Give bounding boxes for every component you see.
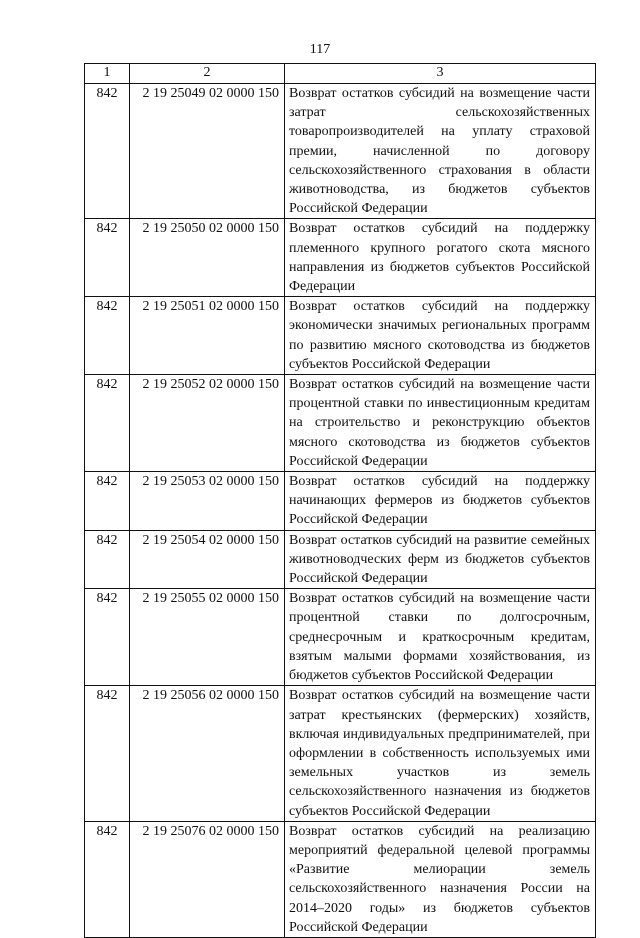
- revenue-name: Возврат остатков субсидий на поддержку племенного крупного рогатого скота мясного направления из бюджетов субъектов Российской Федерации: [285, 219, 596, 297]
- budget-code: 2 19 25054 02 0000 150: [130, 530, 285, 589]
- administrator-code: 842: [85, 297, 130, 375]
- administrator-code: 842: [85, 84, 130, 219]
- revenue-name: Возврат остатков субсидий на возмещение части затрат крестьянских (фермерских) хозяйств, включая индивидуальных предпринимателей, при оформлении в собственность используемых ими земельных участков из земель сельскохозяйственного назначения из бюджетов субъектов Российской Федерации: [285, 686, 596, 821]
- table-row: [85, 297, 596, 375]
- budget-code: 2 19 25051 02 0000 150: [130, 297, 285, 375]
- column-header-3: 3: [285, 64, 596, 84]
- budget-code: 2 19 25052 02 0000 150: [130, 375, 285, 472]
- revenue-name: Возврат остатков субсидий на поддержку экономически значимых региональных программ по развитию мясного скотоводства из бюджетов субъектов Российской Федерации: [285, 297, 596, 375]
- administrator-code: 842: [85, 219, 130, 297]
- table-row: [85, 589, 596, 686]
- revenue-name: Возврат остатков субсидий на возмещение части процентной ставки по долгосрочным, среднесрочным и краткосрочным кредитам, взятым малыми формами хозяйствования, из бюджетов субъектов Российской Федерации: [285, 589, 596, 686]
- budget-code: 2 19 25076 02 0000 150: [130, 821, 285, 937]
- table-row: [85, 375, 596, 472]
- administrator-code: 842: [85, 472, 130, 531]
- administrator-code: 842: [85, 375, 130, 472]
- budget-code: 2 19 25050 02 0000 150: [130, 219, 285, 297]
- table-row: [85, 84, 596, 219]
- table-row: [85, 219, 596, 297]
- administrator-code: 842: [85, 821, 130, 937]
- revenue-name: Возврат остатков субсидий на возмещение части затрат сельскохозяйственных товаропроизводителей на уплату страховой премии, начисленной по договору сельскохозяйственного страхования в области животноводства, из бюджетов субъектов Российской Федерации: [285, 84, 596, 219]
- table-row: [85, 472, 596, 531]
- table-row: [85, 530, 596, 589]
- budget-code: 2 19 25049 02 0000 150: [130, 84, 285, 219]
- revenue-name: Возврат остатков субсидий на поддержку начинающих фермеров из бюджетов субъектов Российской Федерации: [285, 472, 596, 531]
- administrator-code: 842: [85, 530, 130, 589]
- budget-code: 2 19 25055 02 0000 150: [130, 589, 285, 686]
- revenue-name: Возврат остатков субсидий на возмещение части процентной ставки по инвестиционным кредитам на строительство и реконструкцию объектов мясного скотоводства из бюджетов субъектов Российской Федерации: [285, 375, 596, 472]
- administrator-code: 842: [85, 686, 130, 821]
- budget-code: 2 19 25056 02 0000 150: [130, 686, 285, 821]
- revenue-name: Возврат остатков субсидий на реализацию мероприятий федеральной целевой программы «Развитие мелиорации земель сельскохозяйственного назначения России на 2014–2020 годы» из бюджетов субъектов Российской Федерации: [285, 821, 596, 937]
- column-header-1: 1: [85, 64, 130, 84]
- administrator-code: 842: [85, 589, 130, 686]
- table-header-row: [85, 64, 596, 84]
- budget-code: 2 19 25053 02 0000 150: [130, 472, 285, 531]
- table-row: [85, 686, 596, 821]
- column-header-2: 2: [130, 64, 285, 84]
- revenue-name: Возврат остатков субсидий на развитие семейных животноводческих ферм из бюджетов субъектов Российской Федерации: [285, 530, 596, 589]
- table-row: [85, 821, 596, 937]
- budget-classification-table: [84, 63, 596, 938]
- page-number: 117: [309, 42, 331, 57]
